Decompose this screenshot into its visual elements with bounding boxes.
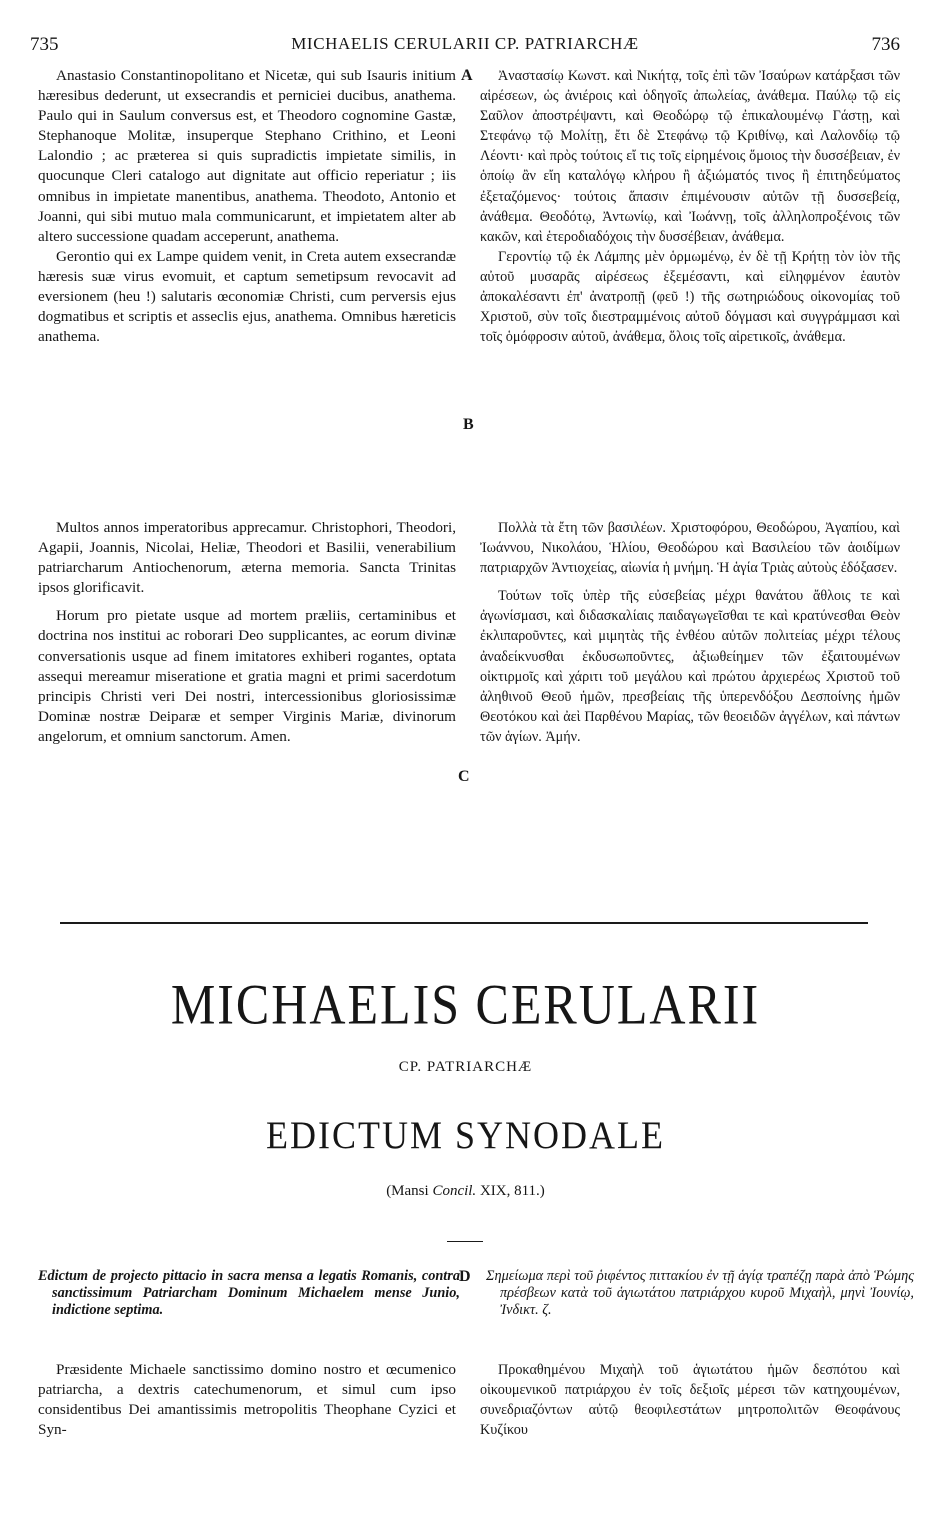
latin-paragraph-anathema-2: Gerontio qui ex Lampe quidem venit, in Creta autem exsecrandæ hæresis suæ virus evomuit, et captum semetipsum revocavit ad eversionem (heu !) salutaris œconomiæ Christi, cum perversis ejus dogmatibus et scriptis et asseclis ejus, anathema. Omnibus hæreticis anathema. (38, 247, 456, 346)
latin-column-middle (38, 518, 456, 747)
source-volume: XIX, 811.) (479, 1183, 545, 1199)
latin-paragraph-edict-opening: Præsidente Michaele sanctissimo domino nostro et œcumenico patriarcha, a dextris catechumenorum, et simul cum ipso considentibus Dei amantissimis metropolitis Theophane Cyzici et Syn- (38, 1361, 456, 1439)
latin-paragraph-acclamation: Multos annos imperatoribus apprecamur. Christophori, Theodori, Agapii, Joannis, Nicolai, Heliæ, Theodori et Basilii, venerabilium patriarcharum Antiochenorum, æterna memoria. Sancta Trinitas ipsos glorificavit. (38, 519, 456, 597)
greek-lemma: Σημείωμα περὶ τοῦ ῥιφέντος πιττακίου ἐν τῇ ἁγίᾳ τραπέζῃ παρὰ ἀπὸ Ῥώμης πρέσβεων κατὰ τοῦ ἁγιωτάτου πατριάρχου κυροῦ Μιχαὴλ, μηνὶ Ἰουνίῳ, Ἰνδικτ. ζ. (486, 1268, 914, 1318)
work-source-reference (0, 1183, 931, 1200)
title-short-rule (447, 1241, 483, 1242)
page-number-left: 735 (30, 34, 59, 55)
margin-marker-b: B (463, 416, 474, 433)
greek-paragraph-anathema-2: Γεροντίῳ τῷ ἐκ Λάμπης μὲν ὁρμωμένῳ, ἐν δὲ τῇ Κρήτῃ τὸν ἰὸν τῆς αὐτοῦ μυσαρᾶς αἱρέσεως ἐξεμέσαντι, καὶ εἰληφμένον ἑαυτὸν ἀποκαλέσαντι ἐπ' ἀνατροπῇ (φεῦ !) τῆς σωτηριώδους οἰκονομίας τοῦ Χριστοῦ, σὺν τοῖς διεστραμμένοις αὐτοῦ δόγμασι καὶ συγγράμμασι καὶ τοῖς ὁμόφροσιν αὐτοῦ, ἀνάθεμα, ὅλοις τοῖς αἱρετικοῖς, ἀνάθεμα. (480, 248, 900, 346)
greek-paragraph-prayer: Τούτων τοῖς ὑπὲρ τῆς εὐσεβείας μέχρι θανάτου ἄθλοις τε καὶ ἀγωνίσμασι, καὶ διδασκαλίαις παιδαγωγεῖσθαι τε καὶ κρατύνεσθαι Θεὸν ἐκλιπαροῦντες, καὶ μιμητὰς τῆς ἐνθέου αὐτῶν πολιτείας μέχρι τέλους ἀναδείκνυσθαι ἐκδυσωποῦντες, ἀξιωθείημεν τῶν ἐξαιτουμένων οἰκτιρμοῖς καὶ χάριτι τοῦ μεγάλου καὶ πρώτου ἀρχιερέως Χριστοῦ τοῦ ἀληθινοῦ Θεοῦ ἡμῶν, πρεσβείαις τῆς ὑπερενδόξου Δεσποίνης ἡμῶν Θεοτόκου καὶ ἀεὶ Παρθένου Μαρίας, τῶν θεοειδῶν ἀγγέλων, καὶ πάντων τῶν ἁγίων. Ἀμήν. (480, 588, 900, 745)
source-collection: Concil. (432, 1183, 477, 1199)
margin-marker-d: D (459, 1268, 471, 1285)
page-header (30, 34, 900, 58)
work-title-author: MICHAELIS CERULARII (170, 971, 761, 1037)
section-divider (60, 922, 868, 924)
latin-lemma: Edictum de projecto pittacio in sacra mensa a legatis Romanis, contra sanctissimum Patriarcham Dominum Michaelem mense Junio, indictione septima. (38, 1268, 460, 1318)
latin-column-bottom (38, 1360, 456, 1440)
latin-paragraph-prayer: Horum pro pietate usque ad mortem præliis, certaminibus et doctrina nos institui ac roborari Deo supplicantes, ac eorum divinæ conversationis usque ad finem imitatores exhiberi rogantes, optata assequi mereamur miseratione et gratia magni et primi sacerdotum principis Christi veri Dei nostri, intercessionibus gloriosissimæ Dominæ nostræ Deiparæ et semper Virginis Mariæ, divinorum angelorum, et omnium sanctorum. Amen. (38, 607, 456, 745)
greek-column-bottom (480, 1360, 900, 1440)
source-prefix: (Mansi (386, 1183, 429, 1199)
margin-marker-a: A (461, 67, 473, 84)
greek-paragraph-edict-opening: Προκαθημένου Μιχαὴλ τοῦ ἁγιωτάτου ἡμῶν δεσπότου καὶ οἰκουμενικοῦ πατριάρχου ἐν τοῖς δεξιοῖς μέρεσι τῶν κατηχουμένων, συνεδριαζόντων αὐτῷ θεοφιλεστάτων μητροπολιτῶν Θεοφάνους Κυζίκου (480, 1362, 900, 1439)
greek-paragraph-acclamation: Πολλὰ τὰ ἔτη τῶν βασιλέων. Χριστοφόρου, Θεοδώρου, Ἀγαπίου, καὶ Ἰωάννου, Νικολάου, Ἡλίου, Θεοδώρου καὶ Βασιλείου τῶν ἀοιδίμων πατριαρχῶν Ἀντιοχείας, αἰωνία ἡ μνήμη. Ἡ ἁγία Τριὰς αὐτοὺς ἐδόξασεν. (480, 520, 900, 577)
work-title-main: EDICTUM SYNODALE (266, 1113, 665, 1157)
margin-marker-c: C (458, 768, 470, 785)
page-number-right: 736 (871, 34, 900, 55)
latin-paragraph-anathema-1: Anastasio Constantinopolitano et Nicetæ, qui sub Isauris initium hæresibus dederunt, ut exsecrandis et perniciei ducibus, anathema. Paulo qui in Saulum conversus est, et Theodoro cognomine Gastæ, Stephanoque Molitæ, insuperque Stephano Crithino, et Leoni Lalondio ; ac præterea si quis supradictis impietate similis, in quocunque Cleri catalogo aut dignitate aut officio reperiatur ; iis omnibus in impietate manentibus, anathema. Theodoto, Antonio et Joanni, qui sibi mutuo mala communicarunt, et impietatem alter ab altero successione quadam acceperunt, anathema. (38, 67, 456, 245)
greek-column-middle (480, 518, 900, 747)
latin-column-top (38, 66, 456, 347)
running-title: MICHAELIS CERULARII CP. PATRIARCHÆ (291, 34, 639, 53)
work-title-office: CP. PATRIARCHÆ (398, 1059, 533, 1075)
greek-column-top (480, 66, 900, 347)
greek-paragraph-anathema-1: Ἀναστασίῳ Κωνστ. καὶ Νικήτᾳ, τοῖς ἐπὶ τῶν Ἰσαύρων κατάρξασι τῶν αἱρέσεων, ὡς ἀνιέροις καὶ ὁδηγοῖς ἀπωλείας, ἀνάθεμα. Παύλῳ τῷ εἰς Σαῦλον ἀποστρέψαντι, καὶ Θεοδώρῳ τῷ ἐπικαλουμένῳ Γάστῃ, καὶ Στεφάνῳ τῷ Μολίτῃ, ἔτι δὲ Στεφάνῳ τῷ Κριθίνῳ, καὶ Λαλονδίῳ τῷ Λέοντι· καὶ πρὸς τούτοις εἴ τις τοῖς εἰρημένοις ὅμοιος τὴν δυσσέβειαν, ἐν ὁποίῳ ἂν εἴη καταλόγῳ κλήρου ἢ ἀξιώματός τινος ἢ ἐπιτηδεύματος ἐξεταζόμενος· τούτοις ἅπασιν ἐπιμένουσιν αὐτῶν τῇ δυσσεβείᾳ, ἀνάθεμα. Θεοδότῳ, Ἀντωνίῳ, καὶ Ἰωάννῃ, τοῖς ἀλληλοπροξένοις τῶν κακῶν, καὶ ἑτεροδιαδόχοις τὴν δυσσέβειαν, ἀνάθεμα. (480, 68, 900, 245)
